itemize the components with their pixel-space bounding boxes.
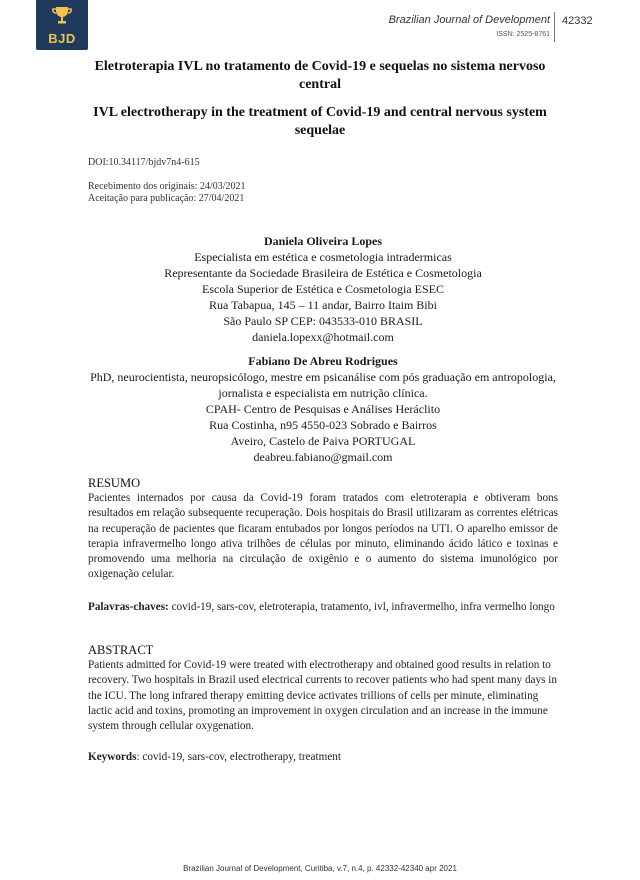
resumo-text: Pacientes internados por causa da Covid-19 foram tratados com eletroterapia e obtiveram bons resultados em relação subsequente recuperação. Dois hospitais do Brasil utilizaram as correntes elétricas na recuperação de pacientes que ficaram entubados por longos períodos na UTI. O aparelho emissor de terapia infravermelho longo ativa trilhões de células por minuto, eliminando ácido lático e toxinas e promovendo uma melhoria na circulação de oxigênio e o aumento do sistema imunológico por oxigenação celular. — [88, 492, 558, 581]
author-address-line: Aveiro, Castelo de Paiva PORTUGAL — [230, 434, 416, 448]
logo-text: BJD — [48, 31, 76, 46]
author-address-line: São Paulo SP CEP: 043533-010 BRASIL — [223, 314, 423, 328]
abstract-heading: ABSTRACT — [88, 643, 154, 657]
issn: ISSN: 2525-8761 — [496, 31, 550, 38]
author-affiliation-line: PhD, neurocientista, neuropsicólogo, mestre em psicanálise com pós graduação em antropologia, jornalista e especialista em nutrição clínica. — [90, 370, 556, 400]
author-email[interactable]: deabreu.fabiano@gmail.com — [253, 450, 393, 464]
author-block — [88, 233, 558, 345]
title-portuguese: Eletroterapia IVL no tratamento de Covid-19 e sequelas no sistema nervoso central — [94, 59, 546, 92]
palavras-chave-label: Palavras-chaves: — [88, 601, 169, 613]
keywords-values: : covid-19, sars-cov, electrotherapy, treatment — [136, 751, 341, 763]
abstract-text: Patients admitted for Covid-19 were treated with electrotherapy and obtained good results in relation to recovery. Two hospitals in Brazil used electrical currents to recover patients who had spent many days in the ICU. The long infrared therapy emitting device activates trillions of cells per minute, eliminating lactic acid and toxins, promoting an improvement in oxygen circulation and an increase in the immune system through cellular oxygenation. — [88, 659, 557, 733]
author-name: Daniela Oliveira Lopes — [264, 234, 382, 248]
page-number: 42332 — [562, 15, 593, 27]
palavras-chave-values: covid-19, sars-cov, eletroterapia, tratamento, ivl, infravermelho, infra vermelho longo — [171, 601, 555, 613]
author-address-line: Rua Tabapua, 145 – 11 andar, Bairro Itaim Bibi — [209, 298, 437, 312]
title-english: IVL electrotherapy in the treatment of Covid-19 and central nervous system sequelae — [93, 105, 547, 138]
header-divider — [554, 12, 555, 42]
keywords — [88, 750, 558, 765]
resumo-heading: RESUMO — [88, 476, 141, 490]
journal-name: Brazilian Journal of Development — [388, 14, 550, 26]
received-date: Recebimento dos originais: 24/03/2021 — [88, 181, 246, 192]
palavras-chave — [88, 600, 558, 615]
author-affiliation-line: CPAH- Centro de Pesquisas e Análises Heráclito — [205, 402, 441, 416]
author-affiliation-line: Representante da Sociedade Brasileira de Estética e Cosmetologia — [164, 266, 482, 280]
doi[interactable]: DOI:10.34117/bjdv7n4-615 — [88, 157, 200, 168]
accepted-date: Aceitação para publicação: 27/04/2021 — [88, 193, 245, 204]
author-email[interactable]: daniela.lopexx@hotmail.com — [252, 330, 394, 344]
author-affiliation-line: Especialista em estética e cosmetologia intradermicas — [194, 250, 452, 264]
trophy-icon — [50, 4, 74, 28]
page-footer: Brazilian Journal of Development, Curitiba, v.7, n.4, p. 42332-42340 apr 2021 — [183, 864, 457, 873]
author-name: Fabiano De Abreu Rodrigues — [248, 354, 398, 368]
author-block — [88, 353, 558, 465]
author-affiliation-line: Escola Superior de Estética e Cosmetologia ESEC — [202, 282, 444, 296]
author-address-line: Rua Costinha, n95 4550-023 Sobrado e Bairros — [209, 418, 437, 432]
keywords-label: Keywords — [88, 751, 137, 763]
journal-logo — [36, 0, 88, 50]
